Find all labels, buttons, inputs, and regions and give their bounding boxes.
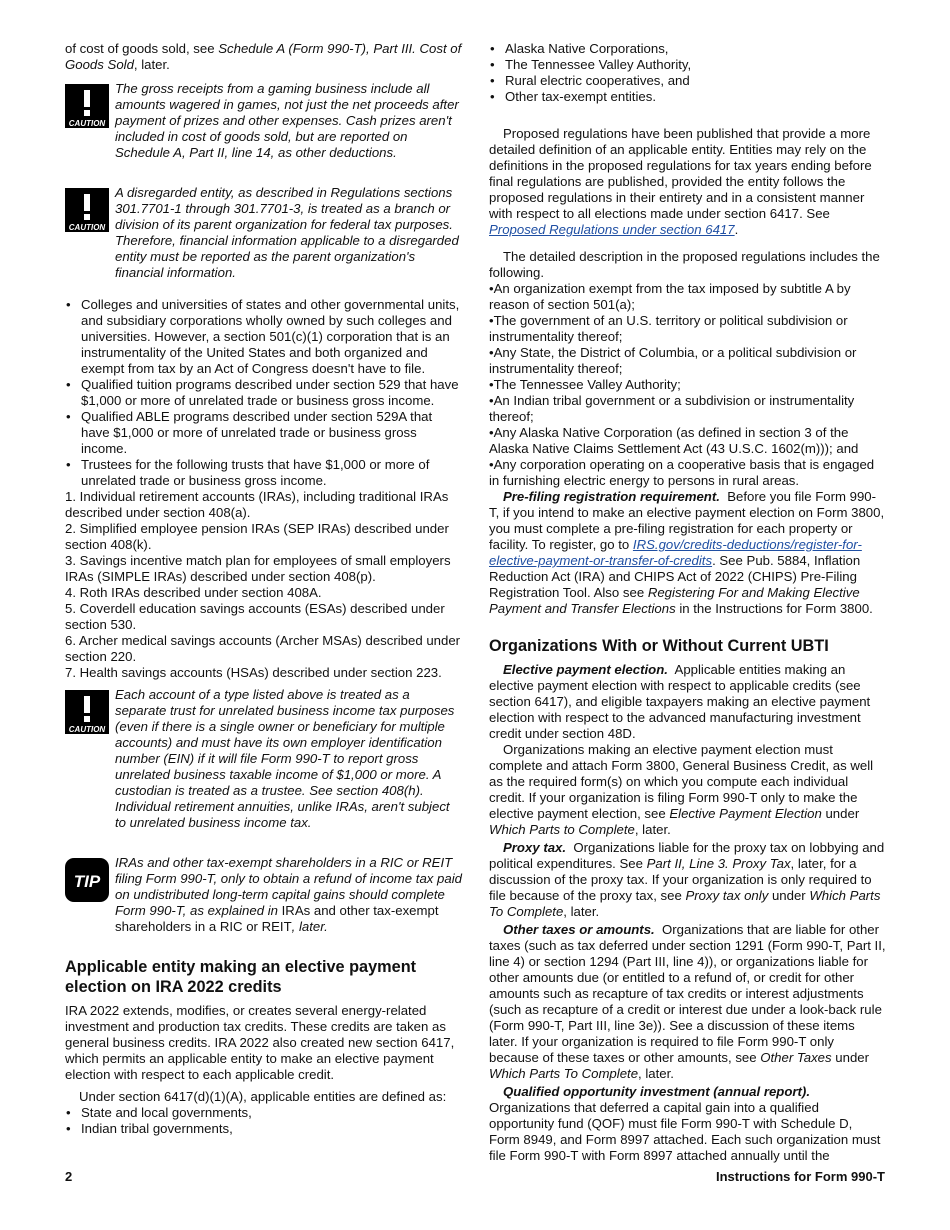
caution-icon bbox=[65, 690, 109, 734]
paragraph: Other taxes or amounts. Organizations that are liable for other taxes (such as tax deferred under section 1291 (Form 990-T, Part II, line 4) or section 1294 (Part III, line 4)), or organizations liable for other amounts due (or entitled to a refund of, or credit for other amounts such as recapture of tax credits or interest adjustments (such as recapture of a credit or interest due under a look-back rule (Form 990-T, Part III, line 3e)). See a discussion of these items later. If your organization is required to file Form 990-T only because of these taxes or other amounts, see Other Taxes under Which Parts To Complete, later. bbox=[489, 922, 886, 1081]
svg-text:CAUTION: CAUTION bbox=[68, 223, 106, 232]
caution-note-gaming: CAUTION The gross receipts from a gaming business include all amounts wagered in games, not just the net proceeds after payment of prizes and other expenses. Cash prizes aren't included in cost of goods sold, but are reported on Schedule A, Part II, line 14, as other deductions. bbox=[65, 81, 462, 161]
list-item: 6. Archer medical savings accounts (Archer MSAs) described under section 220. bbox=[65, 633, 461, 664]
list-item: 2. Simplified employee pension IRAs (SEP IRAs) described under section 408(k). bbox=[65, 521, 449, 552]
list-item: 4. Roth IRAs described under section 408A. bbox=[65, 585, 322, 600]
paragraph: Proposed regulations have been published that provide a more detailed definition of an applicable entity. Entities may rely on the definitions in the proposed regulations for tax years ending before final regulations are published, provided the entity follows the proposed regulations in their entirety and in a consistent manner with respect to all elections made under section 6417. See Proposed Regulations under section 6417. bbox=[489, 126, 872, 237]
paragraph: The detailed description in the proposed regulations includes the following. bbox=[489, 249, 880, 280]
list-item: 3. Savings incentive match plan for employees of small employers IRAs (SIMPLE IRAs) described under section 408(p). bbox=[65, 553, 451, 584]
paragraph: Organizations making an elective payment election must complete and attach Form 3800, General Business Credit, as well as the required form(s) on which you compute each individual credit. If your organization is filing Form 990-T only to make the elective payment election, see Elective Payment Election under Which Parts to Complete, later. bbox=[489, 742, 874, 837]
list-item: 7. Health savings accounts (HSAs) described under section 223. bbox=[65, 665, 442, 680]
proposed-regulations-link[interactable]: Proposed Regulations under section 6417 bbox=[489, 222, 735, 237]
list-item: • Other tax-exempt entities. bbox=[489, 89, 886, 105]
list-item: • Qualified tuition programs described under section 529 that have $1,000 or more of unrelated trade or business gross income. bbox=[65, 377, 462, 409]
list-item: •Any corporation operating on a cooperative basis that is engaged in furnishing electric energy to persons in rural areas. bbox=[489, 457, 875, 488]
list-item: •The government of an U.S. territory or political subdivision or instrumentality thereof; bbox=[489, 313, 848, 344]
list-item: •An organization exempt from the tax imposed by subtitle A by reason of section 501(a); bbox=[489, 281, 851, 312]
tip-icon bbox=[65, 858, 109, 902]
irs-registration-link[interactable]: IRS.gov/credits-deductions/register-for-elective-payment-or-transfer-of-credits bbox=[489, 537, 862, 568]
left-column bbox=[65, 41, 462, 1137]
list-item: • Qualified ABLE programs described under section 529A that have $1,000 or more of unrelated trade or business gross income. bbox=[65, 409, 462, 457]
list-item: •The Tennessee Valley Authority; bbox=[489, 377, 681, 392]
list-item: 1. Individual retirement accounts (IRAs), including traditional IRAs described under section 408(a). bbox=[65, 489, 449, 520]
paragraph: Pre-filing registration requirement. Before you file Form 990-T, if you intend to make an elective payment election on Form 3800, you must complete a pre-filing registration for each property or facility. To register, go to IRS.gov/credits-deductions/register-for-elective-payment-or-transfer-of-credits. See Pub. 5884, Inflation Reduction Act (IRA) and CHIPS Act of 2022 (CHIPS) Pre-Filing Registration Tool. Also see Registering For and Making Elective Payment and Transfer Elections in the Instructions for Form 3800. bbox=[489, 489, 885, 616]
list-item: •An Indian tribal government or a subdivision or instrumentality thereof; bbox=[489, 393, 855, 424]
list-item: • The Tennessee Valley Authority, bbox=[489, 57, 886, 73]
list-item: • Colleges and universities of states and other governmental units, and subsidiary corporations wholly owned by such colleges and universities. However, a section 501(c)(1) corporation that is an instrumentality of the United States and both organized and exempt from tax by an Act of Congress doesn't have to file. bbox=[65, 297, 462, 377]
section-heading: Applicable entity making an elective payment election on IRA 2022 credits bbox=[65, 958, 417, 996]
list-item: • Rural electric cooperatives, and bbox=[489, 73, 886, 89]
list-item: •Any Alaska Native Corporation (as defined in section 3 of the Alaska Native Claims Settlement Act (43 U.S.C. 1602(m))); and bbox=[489, 425, 859, 456]
caution-icon bbox=[65, 84, 109, 128]
tip-note-ira-ric: TIP IRAs and other tax-exempt shareholders in a RIC or REIT filing Form 990-T, only to obtain a refund of income tax paid on undistributed long-term capital gains should complete Form 990-T, as explained in IRAs and other tax-exempt shareholders in a RIC or REIT, later. bbox=[65, 855, 462, 935]
list-item: •Any State, the District of Columbia, or a political subdivision or instrumentality thereof; bbox=[489, 345, 857, 376]
intro-paragraph: of cost of goods sold, see Schedule A (Form 990-T), Part III. Cost of Goods Sold, later. bbox=[65, 41, 462, 72]
list-item: • Trustees for the following trusts that have $1,000 or more of unrelated trade or business gross income. bbox=[65, 457, 462, 489]
list-item: • State and local governments, bbox=[65, 1105, 462, 1121]
svg-text:CAUTION: CAUTION bbox=[68, 119, 106, 128]
list-item: • Indian tribal governments, bbox=[65, 1121, 462, 1137]
list-item: 5. Coverdell education savings accounts (ESAs) described under section 530. bbox=[65, 601, 445, 632]
caution-note-separate-trust: CAUTION Each account of a type listed above is treated as a separate trust for unrelated business income tax purposes (even if there is a single owner or beneficiary for multiple accounts) and must have its own employer identification number (EIN) if it will file Form 990-T to report gross unrelated business taxable income of $1,000 or more. A custodian is treated as a trustee. See section 408(h). Individual retirement annuities, unlike IRAs, aren't subject to unrelated business income tax. bbox=[65, 687, 462, 831]
paragraph: Elective payment election. Applicable entities making an elective payment election with respect to applicable credits (see section 6417), and eligible taxpayers making an elective payment election with respect to the advanced manufacturing investment credit under section 48D. bbox=[489, 662, 871, 741]
caution-note-disregarded: CAUTION A disregarded entity, as described in Regulations sections 301.7701-1 through 301.7701-3, is treated as a branch or division of its parent organization for federal tax purposes. Therefore, financial information applicable to a disregarded entity must be reported as the parent organization's financial information. bbox=[65, 185, 462, 281]
caution-icon bbox=[65, 188, 109, 232]
paragraph: Proxy tax. Organizations liable for the proxy tax on lobbying and political expenditures. See Part II, Line 3. Proxy Tax, later, for a discussion of the proxy tax. If your organization is only required to file because of the proxy tax, see Proxy tax only under Which Parts To Complete, later. bbox=[489, 840, 885, 919]
paragraph: Qualified opportunity investment (annual report). Organizations that deferred a capital gain into a qualified opportunity fund (QOF) must file Form 990-T with Schedule D, Form 8949, and Form 8997 attached. Each such organization must file Form 990-T with Form 8997 attached annually until the bbox=[489, 1084, 881, 1163]
page-number: 2 bbox=[65, 1169, 73, 1184]
footer-title: Instructions for Form 990-T bbox=[715, 1169, 885, 1184]
list-item: • Alaska Native Corporations, bbox=[489, 41, 886, 57]
paragraph: IRA 2022 extends, modifies, or creates several energy-related investment and production tax credits. These credits are taken as general business credits. IRA 2022 also created new section 6417, which permits an applicable entity to make an elective payment election with respect to each applicable credit. bbox=[65, 1003, 455, 1082]
svg-text:TIP: TIP bbox=[73, 872, 101, 891]
paragraph: Under section 6417(d)(1)(A), applicable entities are defined as: bbox=[79, 1089, 447, 1104]
right-column bbox=[489, 41, 886, 1164]
svg-text:CAUTION: CAUTION bbox=[68, 725, 106, 734]
section-heading: Organizations With or Without Current UBTI bbox=[489, 637, 829, 655]
